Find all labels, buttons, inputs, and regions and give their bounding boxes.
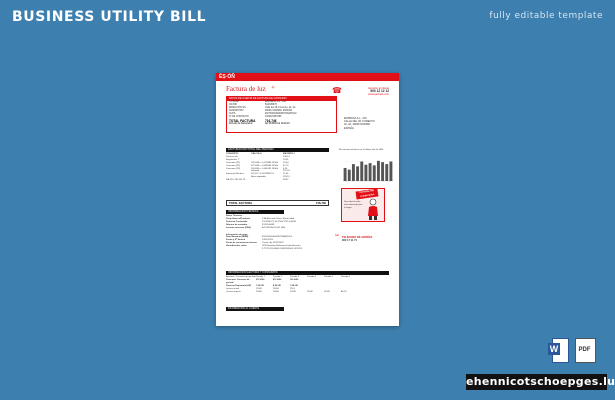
billing-calc: 163 kWh × 0,066181 €/kWh	[251, 167, 279, 170]
billing-amount: 11,34	[283, 173, 289, 176]
billing-calc: Base imponible	[251, 176, 266, 179]
chart-svg	[339, 149, 395, 185]
billing-amount: 221,81	[283, 170, 290, 173]
billing-table	[226, 153, 303, 182]
billing-concept: Regulación T	[226, 158, 239, 161]
client-info-header: INFORMACIÓN AL CLIENTE	[226, 307, 284, 311]
summary-key: CUPS	[229, 113, 236, 115]
promo-box	[341, 188, 385, 222]
readings-cell: Potencia Registrada (kW)	[226, 284, 252, 287]
billing-concept: Potencia de	[226, 155, 238, 158]
billing-concept: Consumo (P3)	[226, 167, 241, 170]
word-file-icon[interactable]: W	[548, 338, 567, 361]
chart-bar	[389, 162, 392, 182]
consumption-chart	[339, 149, 395, 185]
summary-value: ES7502000000987236AP01LF	[265, 113, 297, 115]
chart-bar	[377, 161, 380, 181]
summary-value: 1000115387265	[265, 116, 282, 118]
chart-bar	[356, 166, 359, 181]
tech-value: ES7502000000987236AP01LF	[262, 236, 293, 239]
summary-period: Periodo de Facturación del 01/08/19 al 14/11/19	[229, 123, 290, 125]
summary-box	[226, 96, 337, 133]
readings-cell: 312 kWh	[256, 278, 265, 281]
promo-banner: Consulta SIN compromiso	[356, 189, 379, 200]
readings-cell: 472 kWh	[273, 278, 282, 281]
tech-key: Peaje Acceso/Producto	[226, 217, 251, 220]
chart-bar	[352, 164, 355, 181]
summary-key: CIF/NIF	[229, 104, 238, 106]
tech-value: Transf. del 14/11/2019	[262, 242, 284, 245]
brand-watermark[interactable]: ehennicotschoepges.lu	[466, 375, 615, 388]
billing-total: TOTAL FACTURA 716,74€	[226, 200, 329, 206]
readings-col: Periodo 3	[290, 276, 299, 278]
readings-cell: Consumo: Consumo de periodo	[226, 278, 250, 284]
tech-key: Lectura consumo (kWh)	[226, 226, 251, 229]
chart-bar	[348, 170, 351, 181]
billing-amount: 233,15	[283, 176, 290, 179]
tech-key	[226, 248, 262, 251]
summary-key: Nº DE CONTRATO	[229, 116, 249, 118]
readings-cell: 7,69 kW	[290, 284, 298, 287]
chart-bar	[364, 165, 367, 181]
tech-key: Dato Bancario (IBAN)	[226, 236, 249, 239]
readings-row	[226, 291, 358, 294]
chart-bar	[344, 168, 347, 181]
readings-cell: 12345	[290, 290, 296, 293]
billing-amount: 136,14	[283, 155, 290, 158]
tech-value: CPR Emplazo Referencia Identificación	[262, 245, 301, 248]
tech-key: Potencia Contratada	[226, 220, 248, 223]
page-title: BUSINESS UTILITY BILL	[12, 9, 207, 25]
tech-key: Fecha de vencimiento factura	[226, 242, 257, 245]
readings-table	[226, 276, 358, 293]
tech-key: Datos Técnicos	[226, 215, 243, 217]
summary-key: SUMINISTRO	[229, 110, 244, 112]
billing-concept: Consumo (P1)	[226, 161, 241, 164]
chart-bar	[373, 165, 376, 181]
summary-value: 28008, MADRID, ESPAÑA	[265, 110, 293, 112]
tech-value: 9.7778 9.1148005 9.098743544 14/11/19	[262, 248, 302, 251]
summary-header: DATOS DE CUENTA DE FACTURA DE CONSUMO	[227, 97, 336, 101]
tech-key: Número de contador	[226, 223, 248, 226]
phone-icon: ☎	[332, 86, 342, 95]
readings-col: Periodo 1	[256, 276, 265, 278]
phone-number: 900 12 12 12	[370, 89, 389, 94]
pdf-file-icon[interactable]: PDF	[575, 338, 594, 361]
website: www.ejemplo.com	[368, 93, 389, 97]
tech-value: A:1234 kWh B:567 kWh	[262, 226, 286, 229]
tech-header: INFORMACIÓN TÉCNICA	[226, 210, 284, 214]
readings-col: Periodo 2	[273, 276, 282, 278]
person-illustration	[366, 198, 380, 220]
readings-cell: Lectura anterior	[226, 290, 241, 293]
readings-cell: 12345	[256, 287, 262, 290]
summary-value: Calle del 28, Fomento, 42, 4A	[265, 107, 296, 109]
readings-col: Aparatos / Consumo del periodo	[226, 276, 256, 278]
readings-header: INFORMACIÓN LECTURA Y CONSUMOS	[226, 271, 389, 275]
phone-block	[368, 87, 389, 97]
tech-key: Fecha y Nº factura	[226, 239, 246, 242]
readings-col: Periodo 5	[324, 276, 333, 278]
readings-cell: 57342	[324, 290, 330, 293]
bulb-icon: ✧	[271, 85, 276, 91]
tech-value: 14/11/2019	[262, 239, 273, 242]
readings-cell: 8,83 kW	[273, 284, 281, 287]
page-subtitle: fully editable template	[489, 11, 603, 21]
billing-header: FACTURACIÓN TOTAL DEL PERIODO	[226, 148, 329, 152]
tech-key: Identificación cobro	[226, 245, 247, 248]
promo-text: Descubre la tarifa más adecuada para tu hogar	[344, 201, 363, 209]
readings-col: Periodo 6	[341, 276, 350, 278]
summary-value: B12345678	[265, 104, 277, 106]
billing-concept: IVA 21% DE 202,79	[226, 179, 246, 182]
billing-calc: 102 kWh × 0,129985 €/kWh	[251, 161, 279, 164]
readings-cell: ACTS	[341, 290, 347, 293]
readings-cell: 11984	[256, 290, 262, 293]
billing-calc: Subtotal	[251, 170, 260, 173]
billing-amount: 48,97	[283, 179, 289, 182]
readings-col: Periodo 4	[307, 276, 316, 278]
readings-cell: 7,90 kW	[256, 284, 264, 287]
tech-row	[226, 248, 302, 251]
fault-line: TELÉFONO DE AVERÍAS 900 17 11 71	[342, 236, 373, 243]
phone-label: Atención al cliente	[367, 87, 389, 90]
billing-cols: CONCEPTO CÁLCULO IMPORTE €	[226, 153, 295, 155]
summary-value: EMPRESA S.L., INC.	[265, 101, 287, 103]
tech-table	[226, 215, 302, 251]
readings-cell: 163 kWh	[290, 278, 299, 281]
billing-amount: 16,31	[283, 158, 289, 161]
chart-bar	[369, 163, 372, 181]
readings-cell: 23456	[273, 287, 279, 290]
bill-document	[216, 73, 399, 326]
chart-bar	[385, 164, 388, 181]
billing-calc	[251, 179, 283, 182]
bill-top-bar: ĒṢ·ÒÑ	[216, 73, 399, 81]
summary-key: DIRECCIÓN SS.	[229, 107, 247, 109]
bill-title: Factura de luz	[226, 85, 266, 93]
billing-row	[226, 179, 303, 182]
tech-value: 3.0A Mercado Libre / Electricidad	[262, 217, 295, 220]
client-address: EMPRESA S.L., INC. CALLE DEL 28, FOMENTO 42, 4A, 28008 MADRID ESPAÑA	[344, 117, 375, 130]
billing-amount: 15,04	[283, 161, 289, 164]
billing-calc: 221,81 × 5,11269632 %	[251, 173, 275, 176]
billing-calc: 472 kWh × 0,099268 €/kWh	[251, 164, 279, 167]
readings-cell: Lectura actual	[226, 287, 240, 290]
billing-amount: 6,20	[283, 167, 288, 170]
tech-value: P1:20kW P2:16,17kW P3:14,45kW	[262, 220, 296, 223]
billing-concept: Impuesto Eléctrico	[226, 173, 244, 176]
tech-key: Información de pago	[226, 233, 248, 236]
file-format-icons	[548, 338, 594, 361]
readings-cell: 2901	[290, 287, 295, 290]
summary-key: TITULAR	[229, 101, 239, 103]
chart-bar	[381, 162, 384, 181]
summary-total: TOTAL FACTURA 716,74€	[229, 119, 277, 123]
billing-concept: Consumo (P2)	[226, 164, 241, 167]
readings-cell: 15342	[307, 290, 313, 293]
wrench-icon: ✂	[335, 233, 340, 239]
tech-value: 1076105489	[262, 223, 275, 226]
billing-amount: 47,15	[283, 164, 289, 167]
chart-title: El consumo eléctrico en el último año en kWh	[339, 149, 384, 151]
chart-bar	[360, 162, 363, 182]
readings-cell: 22984	[273, 290, 279, 293]
